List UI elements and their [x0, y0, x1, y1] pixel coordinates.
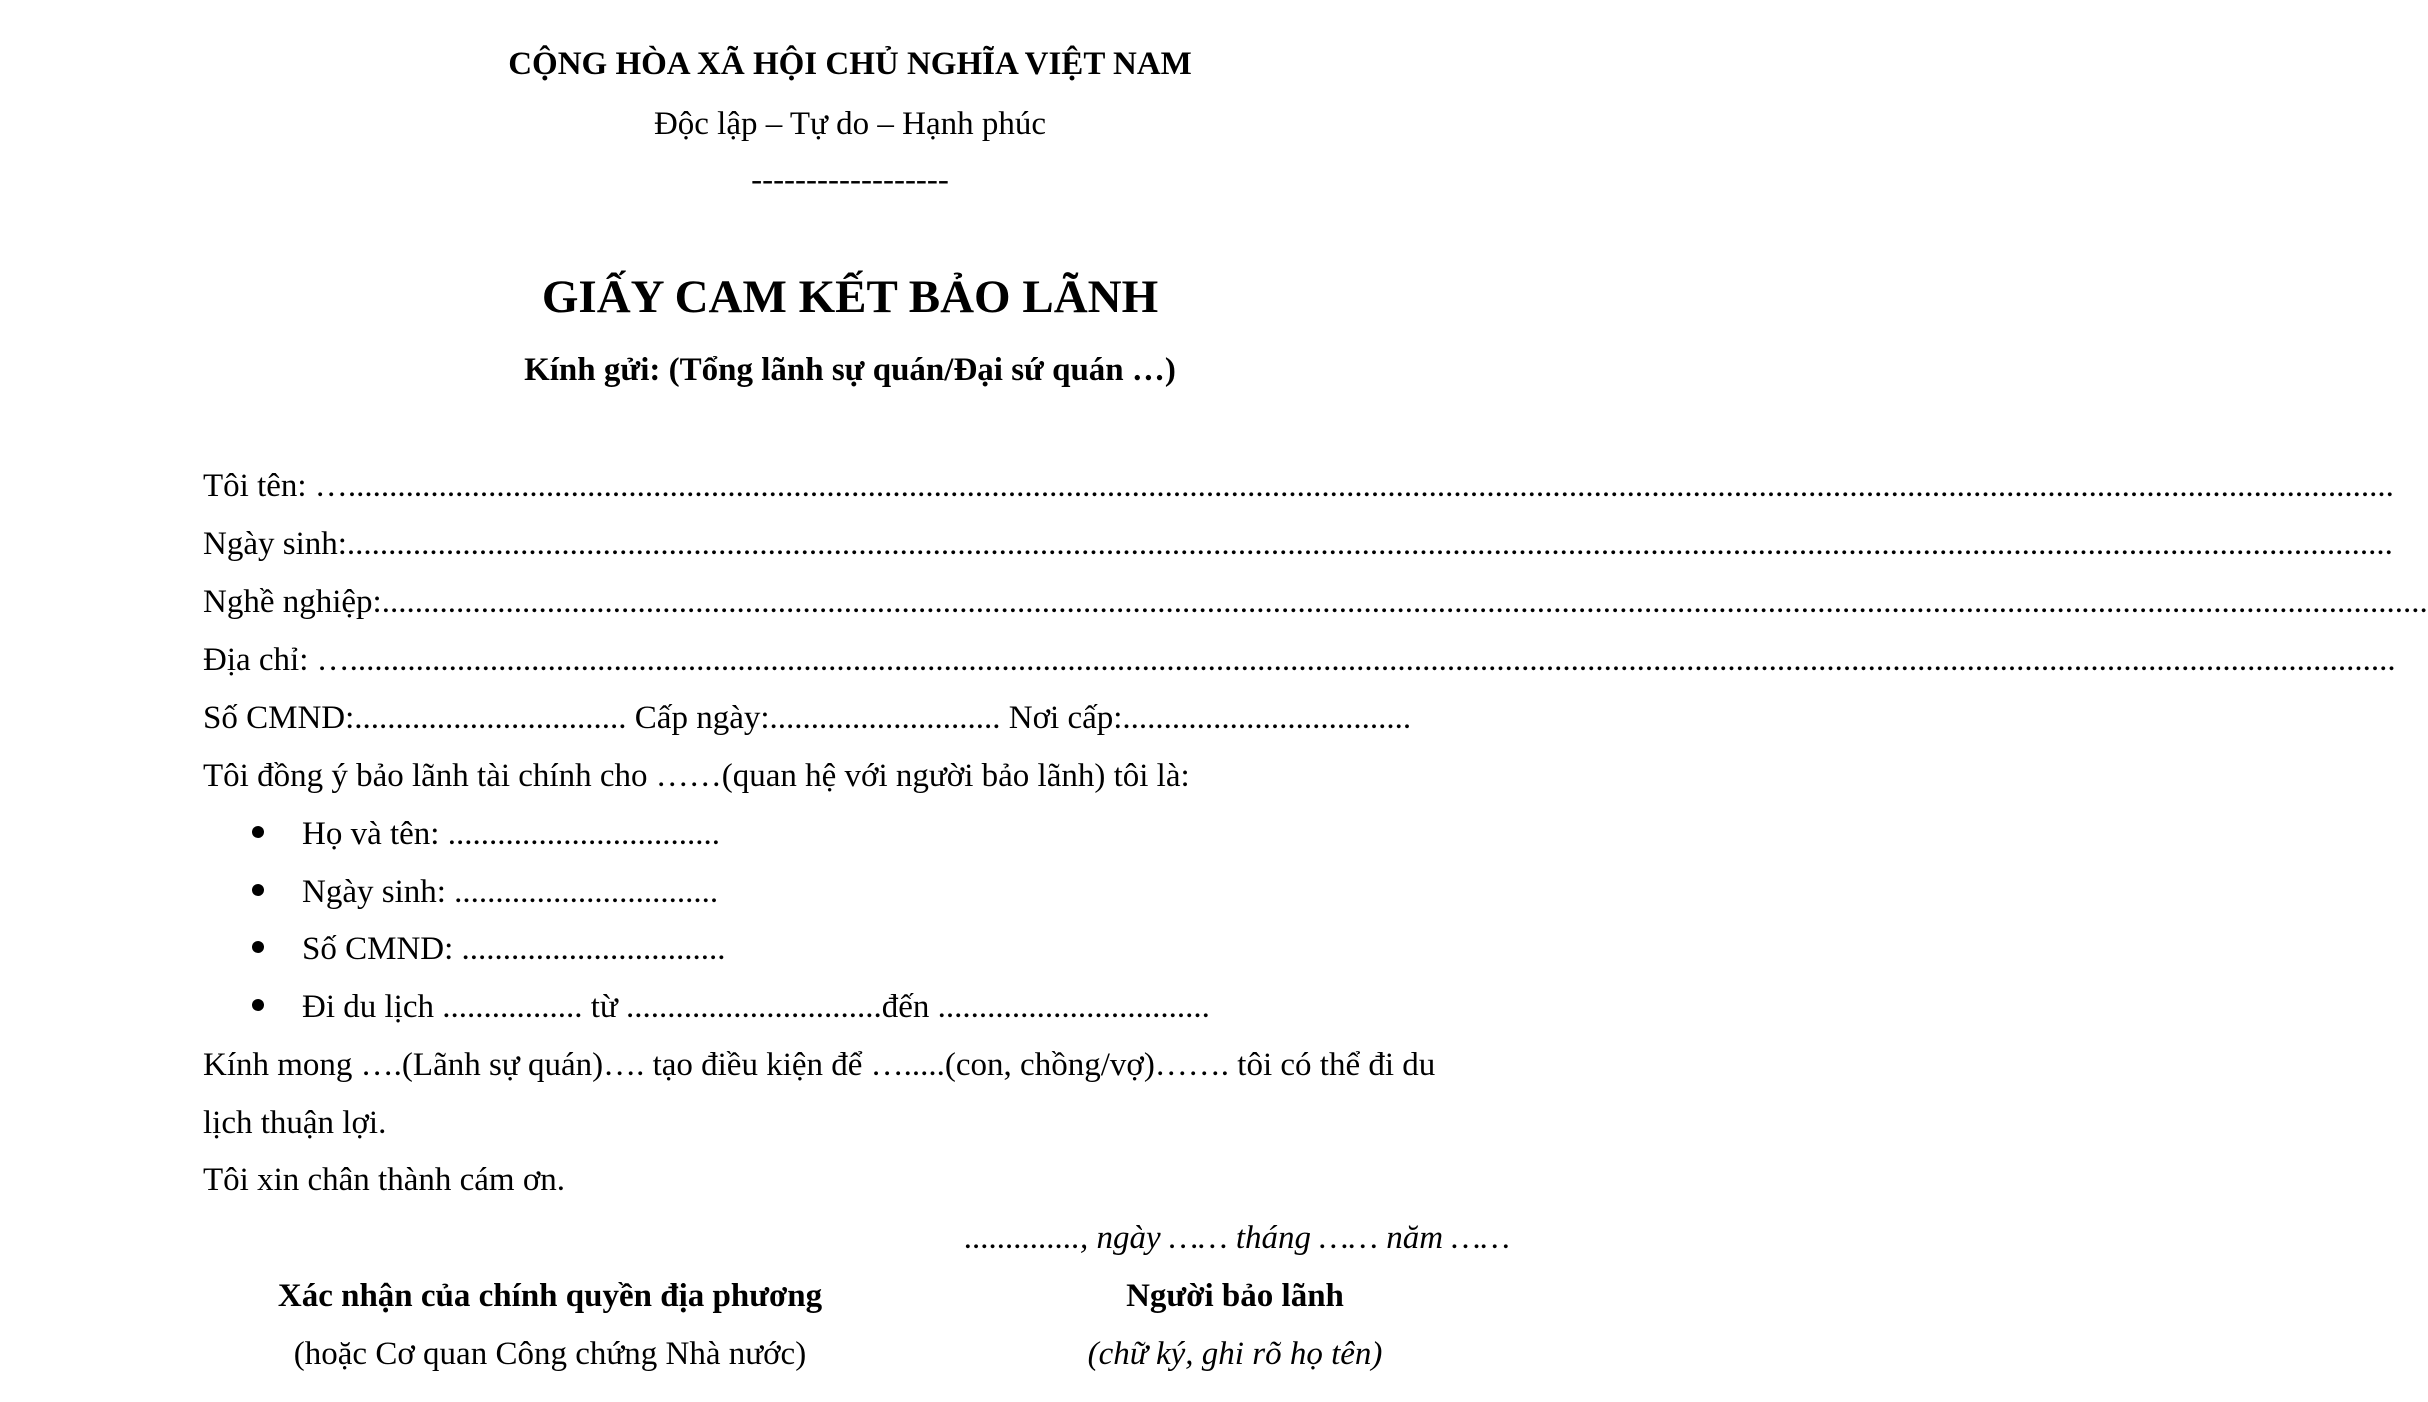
bullet-dot [252, 884, 264, 896]
id-card-line: Số CMND:................................. Cấp ngày:............................ Nơi cấp:................................... [203, 700, 1412, 736]
request-line-2: lịch thuận lợi. [203, 1105, 387, 1141]
address-label: Địa chỉ: … [203, 642, 350, 678]
dob-field [203, 526, 2393, 562]
name-field [203, 468, 2394, 504]
request-line-1: Kính mong ….(Lãnh sự quán)…. tạo điều kiện để ….....(con, chồng/vợ)……. tôi có thể đi du [203, 1047, 1436, 1083]
bullet-dot [252, 999, 264, 1011]
dob-dots: ........................................................................................................................................................................................................................................................ [346, 526, 2393, 562]
occupation-label: Nghề nghiệp: [203, 584, 382, 620]
document-title: GIẤY CAM KẾT BẢO LÃNH [541, 271, 1159, 323]
dob-label: Ngày sinh: [203, 526, 347, 562]
address-field [203, 642, 2396, 678]
local-authority-title: Xác nhận của chính quyền địa phương [277, 1278, 823, 1314]
name-label: Tôi tên: … [203, 468, 348, 504]
occupation-field [203, 584, 2428, 620]
bullet-dot [252, 941, 264, 953]
bullet-dot [252, 826, 264, 838]
national-title: CỘNG HÒA XÃ HỘI CHỦ NGHĨA VIỆT NAM [508, 46, 1192, 82]
name-dots: ........................................................................................................................................................................................................................................................ [347, 468, 2394, 504]
guarantor-signature-note: (chữ ký, ghi rõ họ tên) [1087, 1336, 1383, 1372]
guarantor-signature-title: Người bảo lãnh [1126, 1278, 1344, 1314]
date-line: .............., ngày …… tháng …… năm …… [964, 1220, 1510, 1256]
header-divider: ------------------ [751, 162, 949, 198]
travel-item: Đi du lịch ................. từ ...............................đến ................................. [302, 989, 1210, 1025]
occupation-dots: ........................................................................................................................................................................................................................................................ [381, 584, 2428, 620]
beneficiary-dob-item: Ngày sinh: ................................ [302, 874, 719, 910]
local-authority-subtitle: (hoặc Cơ quan Công chứng Nhà nước) [293, 1336, 807, 1372]
agree-line: Tôi đồng ý bảo lãnh tài chính cho ……(quan hệ với người bảo lãnh) tôi là: [203, 758, 1190, 794]
beneficiary-name-item: Họ và tên: ................................. [302, 816, 720, 852]
recipient-line: Kính gửi: (Tổng lãnh sự quán/Đại sứ quán …) [524, 352, 1176, 388]
national-motto: Độc lập – Tự do – Hạnh phúc [653, 106, 1047, 142]
beneficiary-id-item: Số CMND: ................................ [302, 931, 726, 967]
thanks-line: Tôi xin chân thành cám ơn. [203, 1162, 566, 1198]
address-dots: ........................................................................................................................................................................................................................................................ [349, 642, 2396, 678]
